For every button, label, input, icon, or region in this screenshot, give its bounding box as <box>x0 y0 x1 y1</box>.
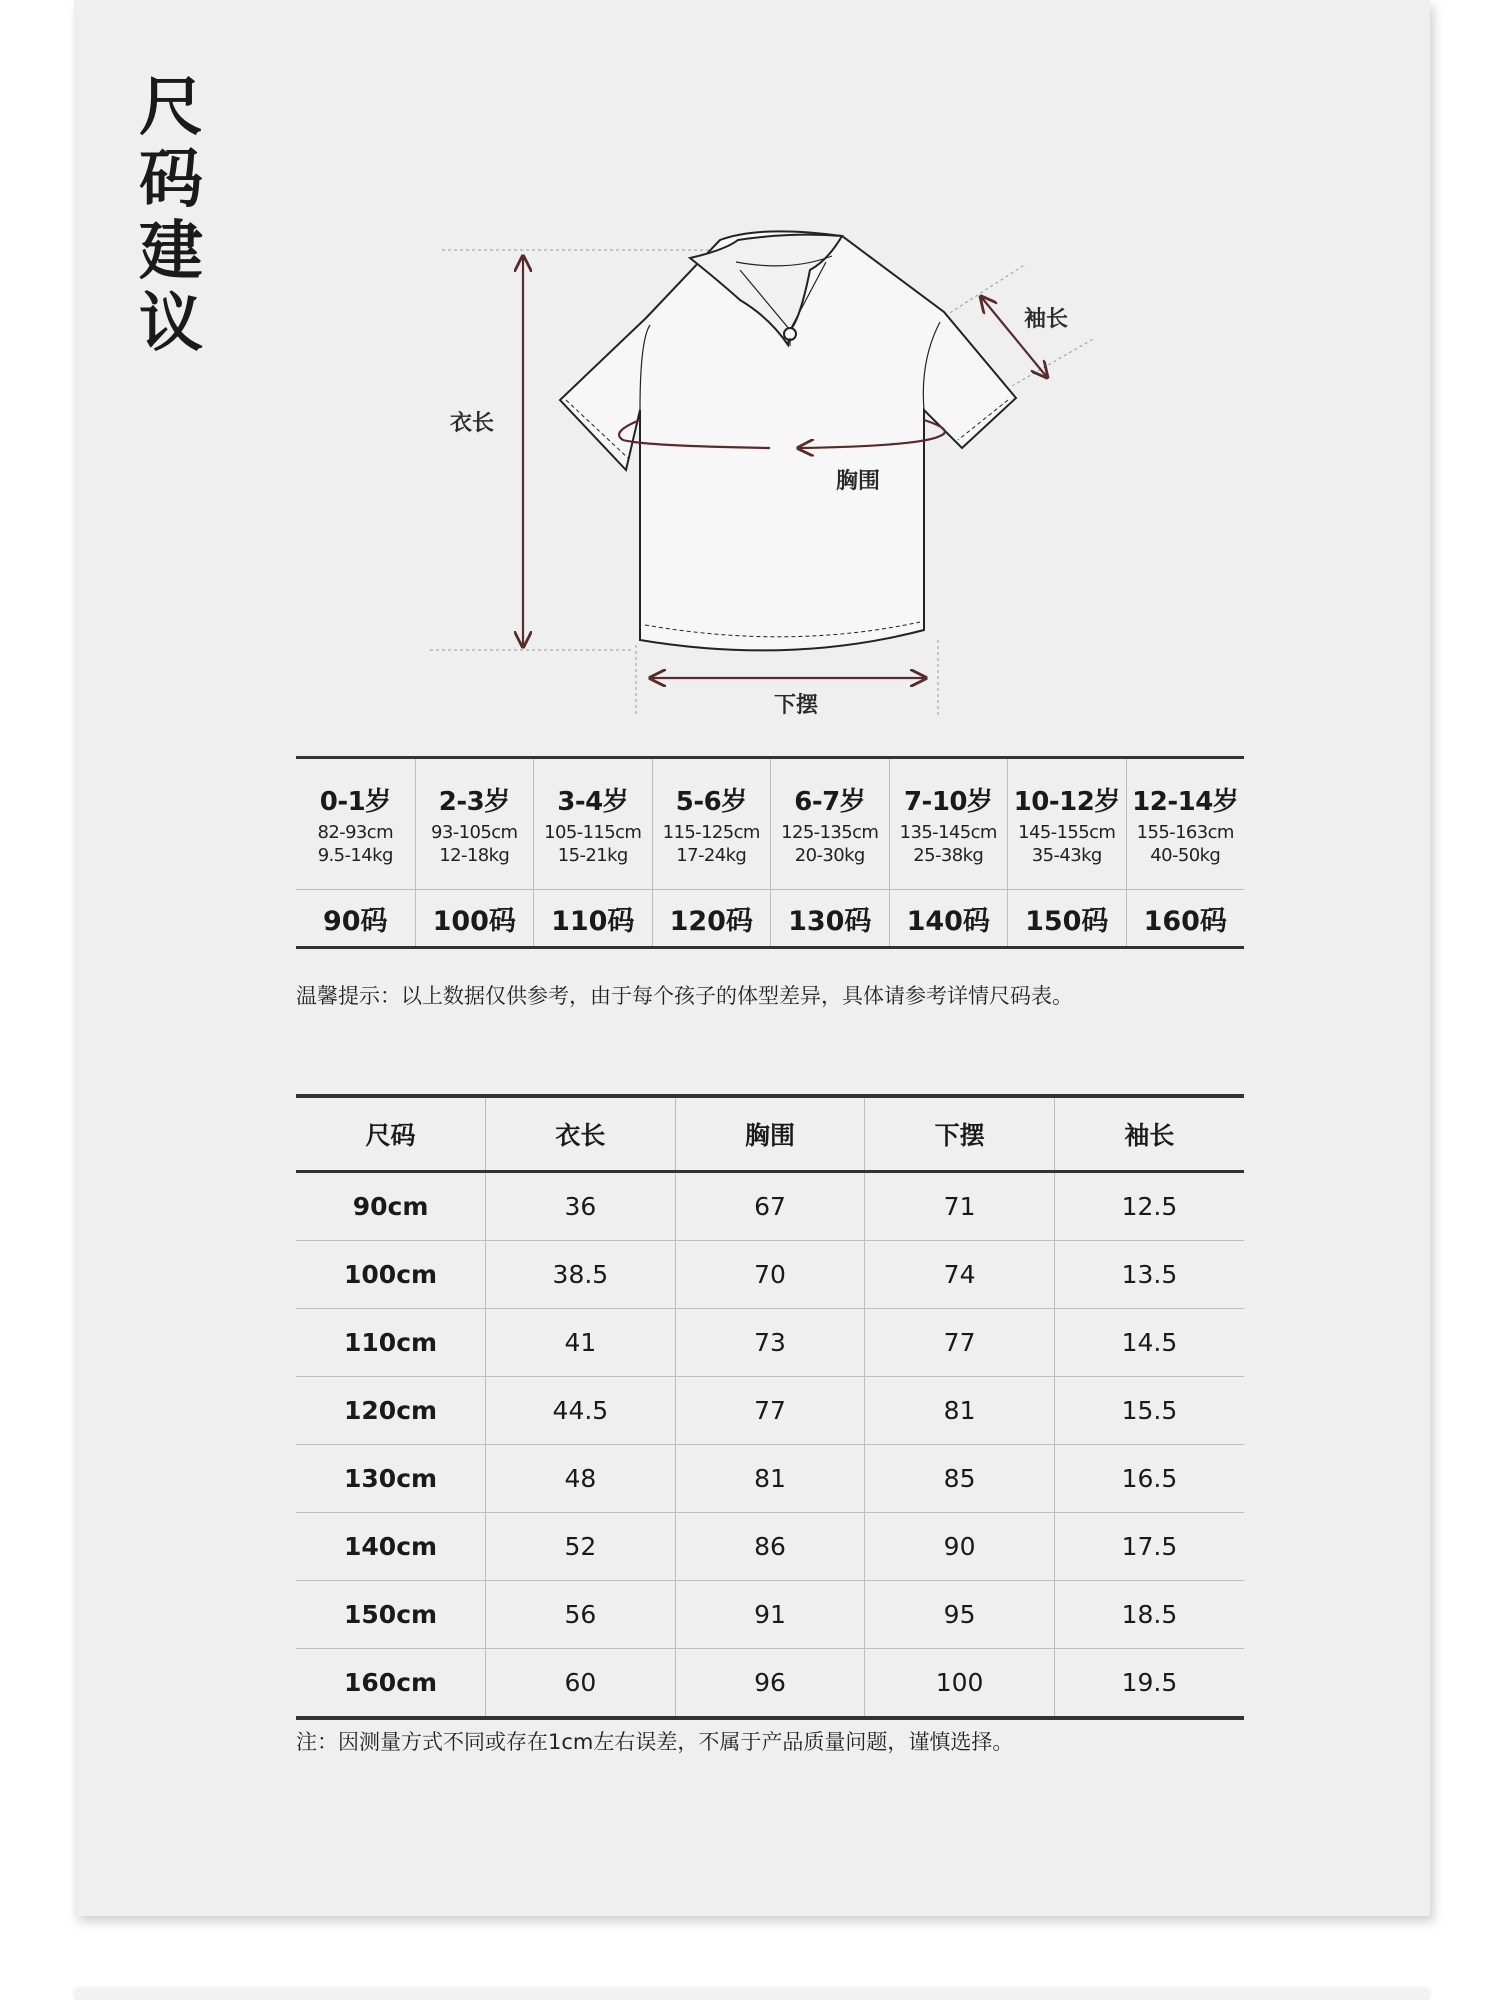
age-column <box>1007 759 1126 946</box>
size-cell: 130cm <box>296 1445 486 1513</box>
sleeve-cell: 13.5 <box>1054 1241 1244 1309</box>
title-char: 建 <box>139 215 203 289</box>
title-char: 码 <box>139 143 203 217</box>
age-column <box>652 759 771 946</box>
size-cell: 160cm <box>344 1668 438 1697</box>
weight-range: 9.5-14kg <box>317 845 393 866</box>
sleeve-cell: 15.5 <box>1054 1377 1244 1445</box>
weight-range: 35-43kg <box>1031 845 1102 866</box>
age-label: 10-12岁 <box>1013 787 1120 817</box>
title-char: 议 <box>139 287 203 361</box>
chest-cell: 70 <box>675 1241 865 1309</box>
recommended-size: 100码 <box>432 905 516 937</box>
size-cell: 110cm <box>296 1309 486 1377</box>
age-column <box>770 759 889 946</box>
age-label: 7-10岁 <box>903 787 993 817</box>
age-size-table <box>296 756 1244 949</box>
table-row <box>296 1172 1244 1241</box>
note-text: 注：因测量方式不同或存在1cm左右误差，不属于产品质量问题，谨慎选择。 <box>296 1730 1014 1754</box>
chest-cell: 67 <box>675 1172 865 1241</box>
hem-cell: 81 <box>865 1377 1055 1445</box>
recommended-size: 140码 <box>906 905 990 937</box>
size-cell: 150cm <box>296 1581 486 1649</box>
sleeve-cell: 14.5 <box>1054 1309 1244 1377</box>
column-header: 衣长 <box>486 1096 676 1172</box>
age-label: 0-1岁 <box>319 787 391 817</box>
recommended-size: 110码 <box>551 905 635 937</box>
sleeve-cell: 16.5 <box>1054 1445 1244 1513</box>
hem-cell: 74 <box>865 1241 1055 1309</box>
title-char: 尺 <box>139 71 203 145</box>
age-column <box>889 759 1008 946</box>
size-cell: 90cm <box>296 1172 486 1241</box>
height-range: 135-145cm <box>899 822 997 843</box>
column-header: 下摆 <box>865 1096 1055 1172</box>
next-card-edge <box>74 1990 1430 2000</box>
height-range: 93-105cm <box>431 822 518 843</box>
height-range: 125-135cm <box>781 822 879 843</box>
height-range: 115-125cm <box>662 822 760 843</box>
hem-cell: 85 <box>865 1445 1055 1513</box>
height-range: 155-163cm <box>1136 822 1234 843</box>
recommended-size: 120码 <box>669 905 753 937</box>
hem-cell: 95 <box>865 1581 1055 1649</box>
age-column <box>1126 759 1245 946</box>
length-label: 衣长 <box>450 411 495 436</box>
table-row <box>296 1445 1244 1513</box>
length-cell: 44.5 <box>486 1377 676 1445</box>
column-header: 袖长 <box>1054 1096 1244 1172</box>
column-header: 尺码 <box>296 1096 486 1172</box>
sleeve-label: 袖长 <box>1024 307 1069 332</box>
chest-cell: 77 <box>675 1377 865 1445</box>
recommended-size: 160码 <box>1143 905 1227 937</box>
table-row <box>296 1241 1244 1309</box>
tip-text: 温馨提示：以上数据仅供参考，由于每个孩子的体型差异，具体请参考详情尺码表。 <box>296 984 1073 1008</box>
chest-cell: 91 <box>675 1581 865 1649</box>
weight-range: 40-50kg <box>1150 845 1221 866</box>
age-column <box>533 759 652 946</box>
length-cell: 38.5 <box>486 1241 676 1309</box>
length-cell: 48 <box>486 1445 676 1513</box>
length-cell: 56 <box>486 1581 676 1649</box>
table-row <box>296 1513 1244 1581</box>
table-row <box>296 1581 1244 1649</box>
chest-cell: 96 <box>675 1649 865 1719</box>
table-header-row <box>296 1096 1244 1172</box>
age-column <box>296 759 415 946</box>
chest-cell: 73 <box>675 1309 865 1377</box>
age-column <box>415 759 534 946</box>
age-label: 6-7岁 <box>794 787 866 817</box>
hem-cell: 77 <box>865 1309 1055 1377</box>
weight-range: 12-18kg <box>439 845 510 866</box>
recommended-size: 90码 <box>322 905 388 937</box>
length-cell: 36 <box>486 1172 676 1241</box>
age-label: 5-6岁 <box>675 787 747 817</box>
sleeve-cell: 12.5 <box>1054 1172 1244 1241</box>
tshirt-measurement-diagram <box>0 0 1500 740</box>
size-cell: 100cm <box>296 1241 486 1309</box>
weight-range: 15-21kg <box>557 845 628 866</box>
age-label: 2-3岁 <box>438 787 510 817</box>
table-row <box>296 1377 1244 1445</box>
sleeve-cell: 17.5 <box>1054 1513 1244 1581</box>
recommended-size: 130码 <box>788 905 872 937</box>
column-header: 胸围 <box>675 1096 865 1172</box>
hem-cell: 71 <box>865 1172 1055 1241</box>
age-label: 3-4岁 <box>557 787 629 817</box>
height-range: 82-93cm <box>317 822 394 843</box>
size-cell: 120cm <box>296 1377 486 1445</box>
weight-range: 17-24kg <box>676 845 747 866</box>
chest-label: 胸围 <box>836 469 881 494</box>
height-range: 105-115cm <box>544 822 642 843</box>
height-range: 145-155cm <box>1018 822 1116 843</box>
hem-cell: 90 <box>865 1513 1055 1581</box>
hem-cell: 100 <box>865 1649 1055 1719</box>
chest-cell: 81 <box>675 1445 865 1513</box>
table-row <box>296 1649 1244 1719</box>
length-cell: 60 <box>486 1649 676 1719</box>
weight-range: 20-30kg <box>794 845 865 866</box>
weight-range: 25-38kg <box>913 845 984 866</box>
length-cell: 41 <box>486 1309 676 1377</box>
chest-cell: 86 <box>675 1513 865 1581</box>
length-cell: 52 <box>486 1513 676 1581</box>
sleeve-cell: 19.5 <box>1054 1649 1244 1719</box>
age-label: 12-14岁 <box>1132 787 1239 817</box>
size-chart-table <box>296 1094 1244 1720</box>
hem-label: 下摆 <box>774 693 819 718</box>
table-row <box>296 1309 1244 1377</box>
size-cell: 140cm <box>296 1513 486 1581</box>
recommended-size: 150码 <box>1025 905 1109 937</box>
sleeve-cell: 18.5 <box>1054 1581 1244 1649</box>
